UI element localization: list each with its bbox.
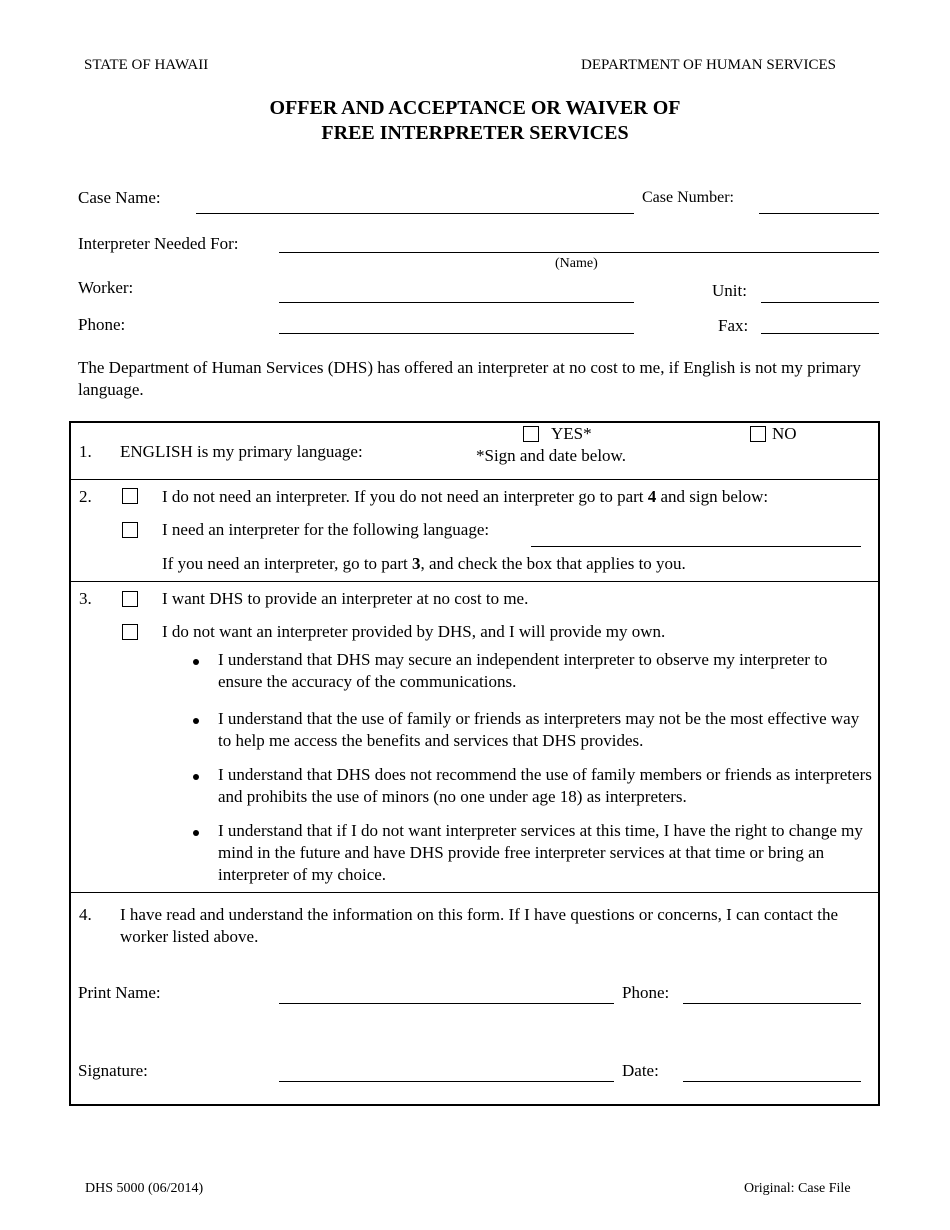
dhs-interpreter-text: I want DHS to provide an interpreter at no cost to me. <box>162 589 529 608</box>
english-primary-label: ENGLISH is my primary language: <box>120 442 363 461</box>
bullet-text: I understand that DHS does not recommend the use of family members or friends as interpreters and prohibits the use of minors (no one under age 18) as interpreters. <box>218 765 872 806</box>
intro-text: The Department of Human Services (DHS) has offered an interpreter at no cost to me, if English is not my primary language. <box>78 358 861 399</box>
section-divider <box>69 892 880 893</box>
bullet-icon <box>193 718 199 724</box>
dhs-interpreter-checkbox[interactable] <box>122 591 138 607</box>
print-name-label: Print Name: <box>78 983 161 1002</box>
state-name: STATE OF HAWAII <box>84 57 209 73</box>
sign-date-note: *Sign and date below. <box>476 446 626 465</box>
need-interpreter-checkbox[interactable] <box>122 522 138 538</box>
bullet-icon <box>193 830 199 836</box>
no-interpreter-text: I do not need an interpreter. If you do not need an interpreter go to part 4 and sign below: <box>162 487 769 506</box>
bullet-icon <box>193 659 199 665</box>
bullet-icon <box>193 774 199 780</box>
interpreter-needed-label: Interpreter Needed For: <box>78 234 239 253</box>
section-divider <box>69 581 880 582</box>
bullet-text: I understand that the use of family or friends as interpreters may not be the most effective way to help me access the benefits and services that DHS provides. <box>218 709 860 750</box>
fax-field[interactable] <box>761 333 879 334</box>
need-interpreter-text: I need an interpreter for the following language: <box>162 520 490 539</box>
form-title-line1: OFFER AND ACCEPTANCE OR WAIVER OF <box>269 97 681 119</box>
no-checkbox[interactable] <box>750 426 766 442</box>
section-divider <box>69 479 880 480</box>
applicant-phone-label: Phone: <box>622 983 670 1002</box>
section3-number: 3. <box>79 589 92 608</box>
fax-label: Fax: <box>718 316 749 335</box>
section1-number: 1. <box>79 442 92 461</box>
yes-label: YES* <box>551 424 592 443</box>
yes-checkbox[interactable] <box>523 426 539 442</box>
language-field[interactable] <box>531 546 861 547</box>
date-field[interactable] <box>683 1081 861 1082</box>
acknowledgement-text: I have read and understand the information on this form. If I have questions or concerns, I can contact the worker listed above. <box>120 905 839 946</box>
signature-label: Signature: <box>78 1061 148 1080</box>
bullet-text: I understand that DHS may secure an independent interpreter to observe my interpreter to ensure the accuracy of the communications. <box>218 650 828 691</box>
part3-note: If you need an interpreter, go to part 3, and check the box that applies to you. <box>162 554 686 573</box>
date-label: Date: <box>622 1061 659 1080</box>
worker-label: Worker: <box>78 278 134 297</box>
section4-number: 4. <box>79 905 92 924</box>
section2-number: 2. <box>79 487 92 506</box>
name-caption: (Name) <box>555 256 598 271</box>
case-name-field[interactable] <box>196 213 634 214</box>
no-label: NO <box>772 424 797 443</box>
phone-field[interactable] <box>279 333 634 334</box>
signature-field[interactable] <box>279 1081 614 1082</box>
own-interpreter-checkbox[interactable] <box>122 624 138 640</box>
department-name: DEPARTMENT OF HUMAN SERVICES <box>581 57 837 73</box>
unit-field[interactable] <box>761 302 879 303</box>
case-number-field[interactable] <box>759 213 879 214</box>
original-case-file: Original: Case File <box>744 1181 851 1196</box>
own-interpreter-text: I do not want an interpreter provided by DHS, and I will provide my own. <box>162 622 666 641</box>
form-title-line2: FREE INTERPRETER SERVICES <box>321 122 629 144</box>
case-name-label: Case Name: <box>78 188 161 207</box>
phone-label: Phone: <box>78 315 126 334</box>
interpreter-needed-field[interactable] <box>279 252 879 253</box>
case-number-label: Case Number: <box>642 189 734 206</box>
form-id: DHS 5000 (06/2014) <box>85 1181 204 1196</box>
worker-field[interactable] <box>279 302 634 303</box>
applicant-phone-field[interactable] <box>683 1003 861 1004</box>
unit-label: Unit: <box>712 281 747 300</box>
no-interpreter-checkbox[interactable] <box>122 488 138 504</box>
bullet-text: I understand that if I do not want interpreter services at this time, I have the right to change my mind in the future and have DHS provide free interpreter services at that time or bring an interpreter of my choice. <box>218 821 863 884</box>
print-name-field[interactable] <box>279 1003 614 1004</box>
